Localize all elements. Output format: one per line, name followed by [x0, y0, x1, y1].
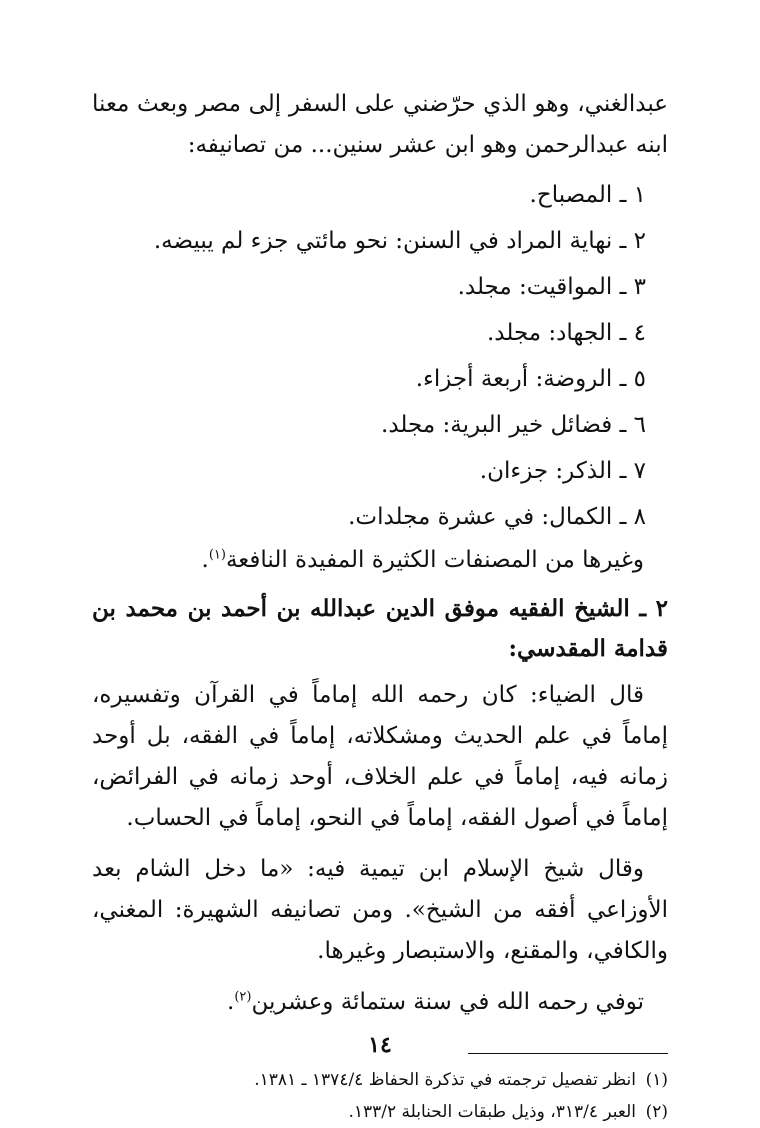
footnote-number: (١) — [645, 1070, 668, 1090]
footnote-ref-1: (١) — [208, 547, 226, 563]
footnote-ref-2: (٢) — [234, 989, 252, 1005]
section-heading: ٢ ـ الشيخ الفقيه موفق الدين عبدالله بن أحمد بن محمد بن قدامة المقدسي: — [92, 595, 668, 662]
page-number: ١٤ — [368, 1032, 392, 1058]
work-item: ٥ ـ الروضة: أربعة أجزاء. — [415, 366, 646, 392]
footnote-text: العبر ٣١٣/٤، وذيل طبقات الحنابلة ١٣٣/٢. — [348, 1102, 636, 1122]
death-line-text: توفي رحمه الله في سنة ستمائة وعشرين — [251, 989, 644, 1015]
death-line — [92, 982, 668, 1023]
closing-line-end: . — [201, 547, 209, 573]
work-item: ٣ ـ المواقيت: مجلد. — [457, 274, 646, 300]
intro-paragraph: عبدالغني، وهو الذي حرّضني على السفر إلى مصر وبعث معنا ابنه عبدالرحمن وهو ابن عشر سنين... من تصانيفه: — [92, 91, 668, 158]
work-item: ٧ ـ الذكر: جزءان. — [479, 458, 646, 484]
footnote — [92, 1096, 668, 1128]
footnote — [92, 1064, 668, 1096]
work-item: ٦ ـ فضائل خير البرية: مجلد. — [381, 412, 646, 438]
work-item: ١ ـ المصباح. — [529, 182, 646, 208]
works-list — [92, 172, 668, 540]
paragraph-ibn-taymiyya-quote: وقال شيخ الإسلام ابن تيمية فيه: «ما دخل الشام بعد الأوزاعي أفقه من الشيخ». ومن تصانيفه الشهيرة: المغني، والكافي، والمقنع، والاستبصار وغيرها. — [92, 856, 668, 964]
closing-line — [92, 540, 668, 581]
footnote-text: انظر تفصيل ترجمته في تذكرة الحفاظ ١٣٧٤/٤ ـ ١٣٨١. — [254, 1070, 636, 1090]
death-line-end: . — [227, 989, 235, 1015]
paragraph-dhiya-quote: قال الضياء: كان رحمه الله إماماً في القرآن وتفسيره، إماماً في علم الحديث ومشكلاته، إماماً في الفقه، بل أوحد زمانه فيه، إماماً في علم الخلاف، أوحد زمانه في الفرائض، إماماً في أصول الفقه، إماماً في النحو، إماماً في الحساب. — [92, 682, 668, 831]
work-item: ٤ ـ الجهاد: مجلد. — [486, 320, 646, 346]
work-item: ٨ ـ الكمال: في عشرة مجلدات. — [348, 504, 646, 530]
footnote-number: (٢) — [645, 1102, 668, 1122]
closing-line-text: وغيرها من المصنفات الكثيرة المفيدة النافعة — [225, 547, 644, 573]
work-item: ٢ ـ نهاية المراد في السنن: نحو مائتي جزء لم يبيضه. — [153, 228, 646, 254]
